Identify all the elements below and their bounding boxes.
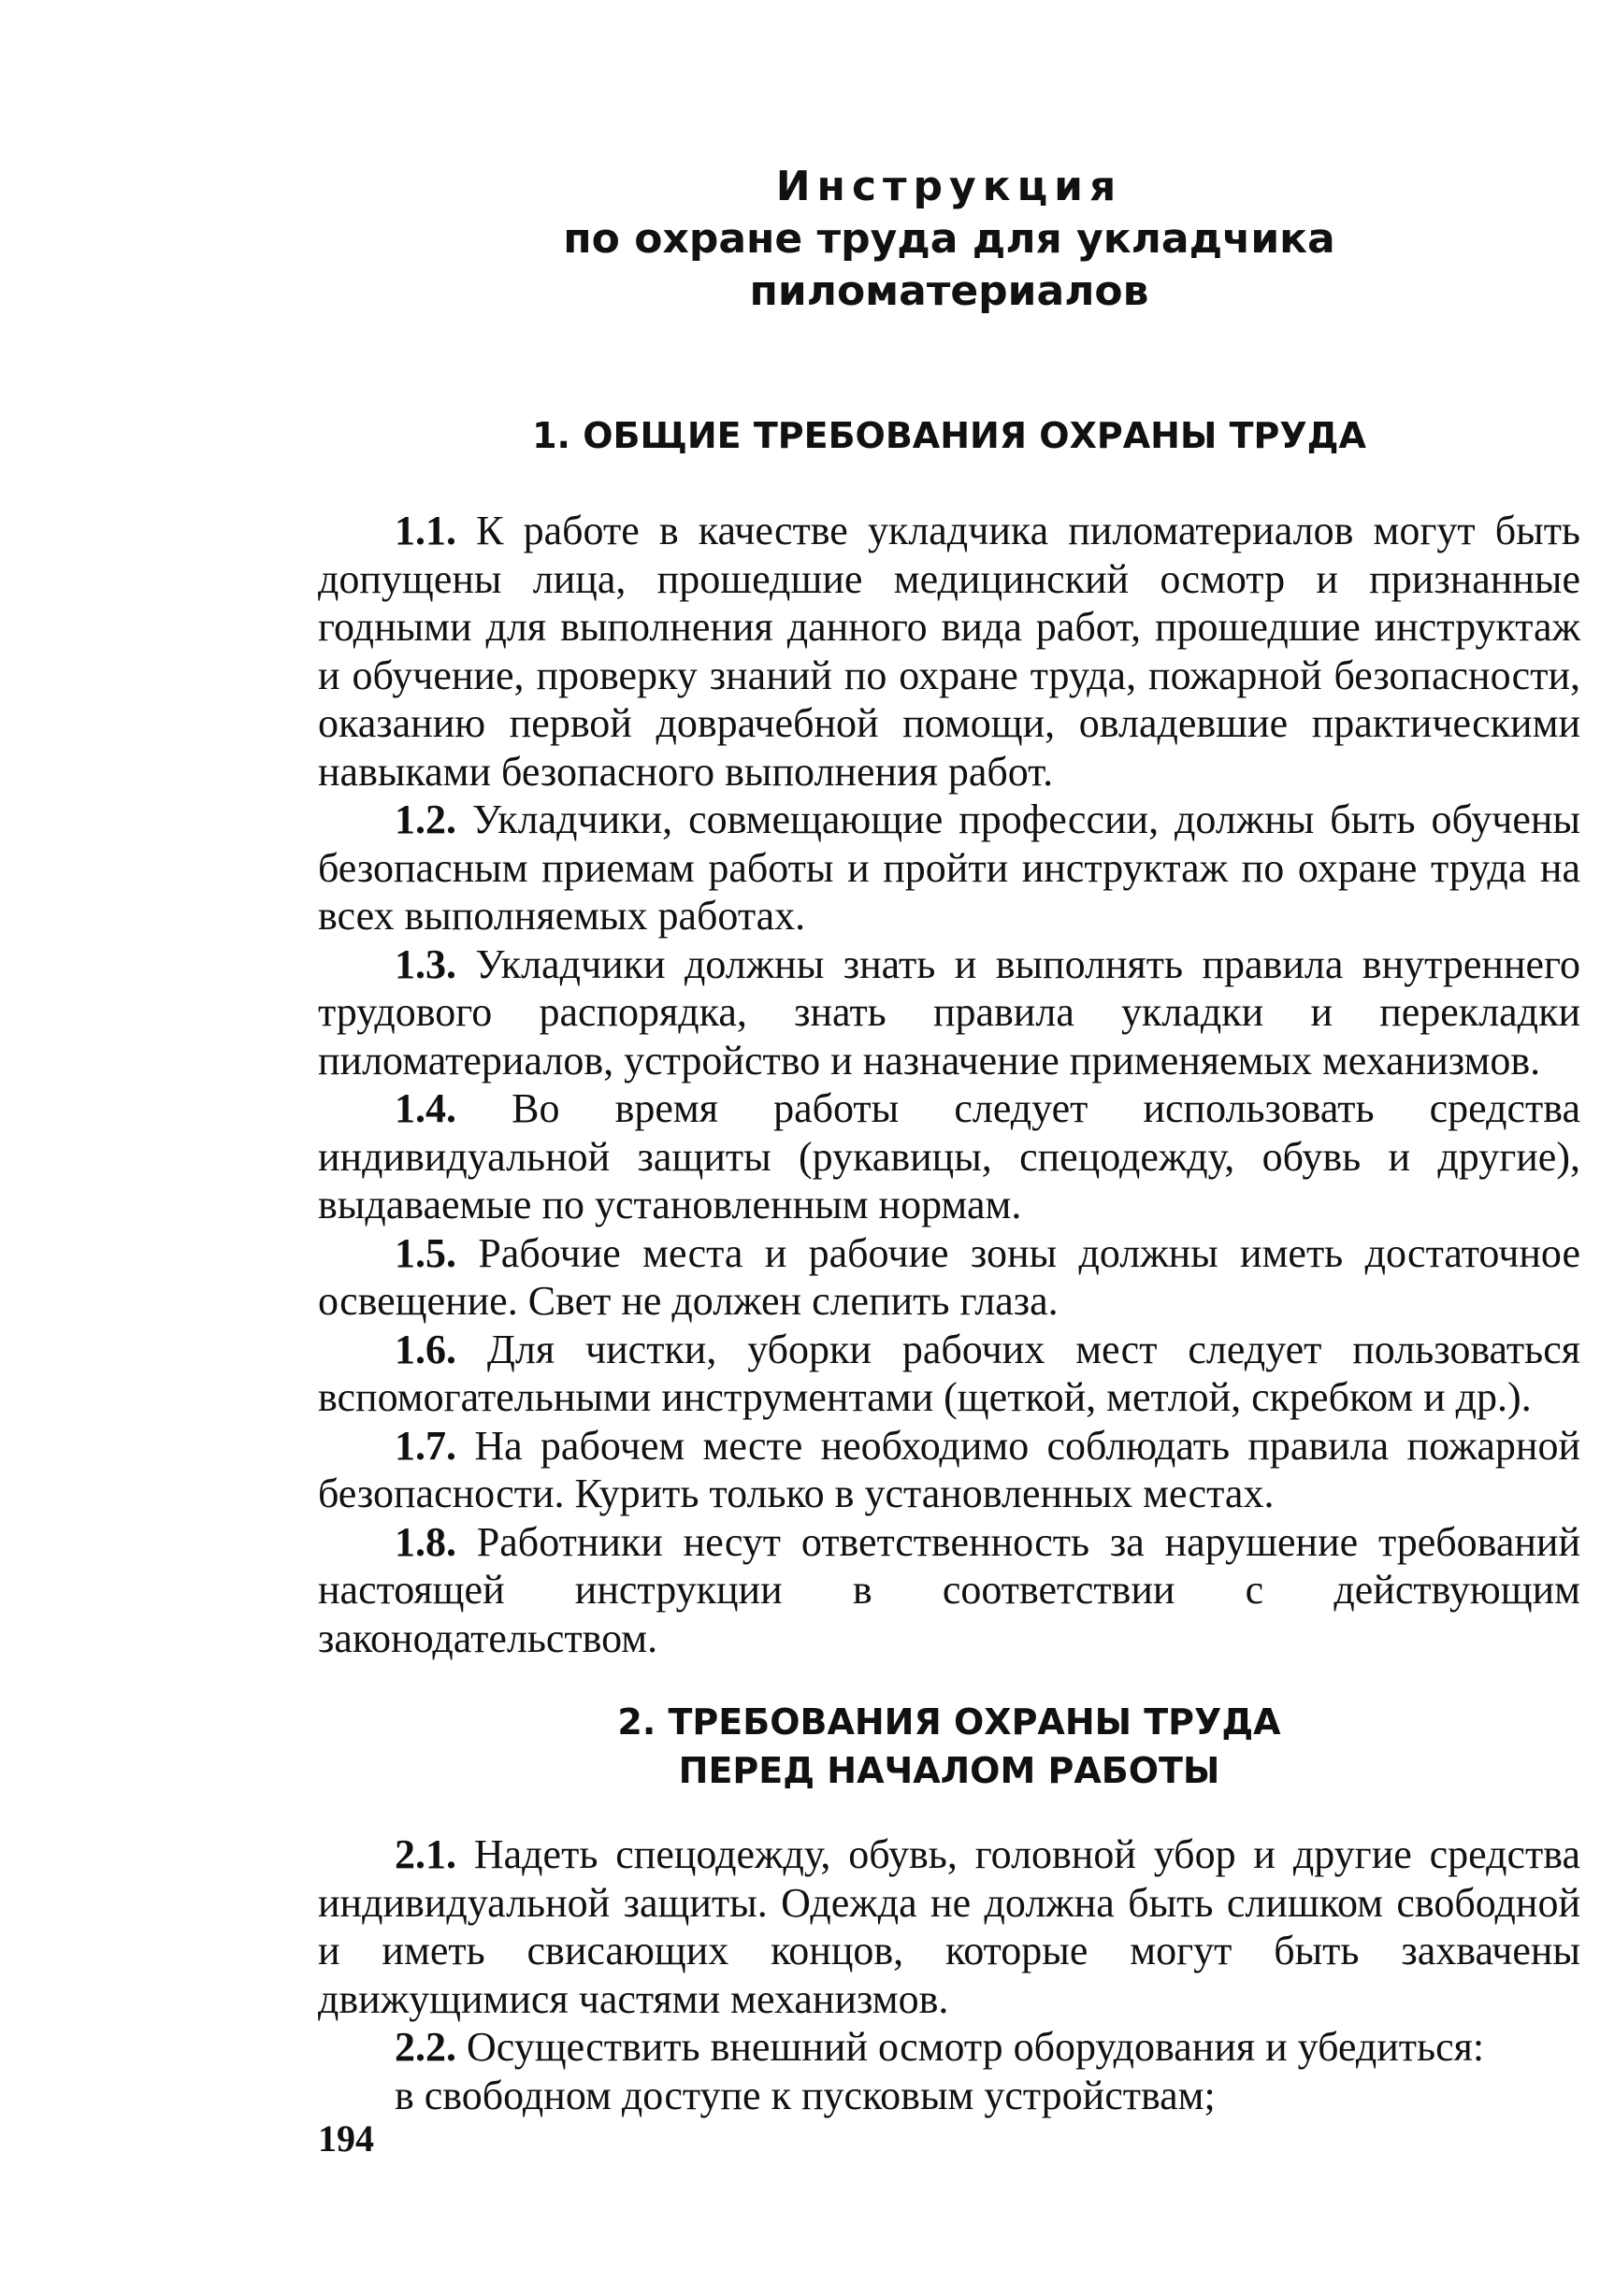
section-1-heading-line-1: 1. ОБЩИЕ ТРЕБОВАНИЯ ОХРАНЫ ТРУДА xyxy=(532,415,1366,456)
paragraph-1-8 xyxy=(318,1518,1580,1663)
section-2-heading xyxy=(318,1698,1580,1795)
paragraph-number: 1.2. xyxy=(395,796,456,842)
paragraph-number: 1.1. xyxy=(395,508,456,553)
section-2-body xyxy=(318,1830,1580,2119)
title-line-1: Инструкция xyxy=(775,163,1123,210)
list-item-free-access: в свободном доступе к пусковым устройствам; xyxy=(395,2072,1216,2118)
paragraph-1-6 xyxy=(318,1326,1580,1422)
paragraph-text: Во время работы следует использовать средства индивидуальной защиты (рукавицы, спецодежду, обувь и другие), выдаваемые по установленным нормам. xyxy=(318,1085,1580,1227)
paragraph-number: 1.7. xyxy=(395,1422,456,1469)
paragraph-text: Укладчики, совмещающие профессии, должны быть обучены безопасным приемам работы и пройти инструктаж по охране труда на всех выполняемых работах. xyxy=(318,796,1580,939)
paragraph-1-1 xyxy=(318,507,1580,796)
title-line-3: пиломатериалов xyxy=(749,267,1149,315)
section-2-heading-line-2: ПЕРЕД НАЧАЛОМ РАБОТЫ xyxy=(678,1750,1220,1791)
paragraph-1-5 xyxy=(318,1229,1580,1326)
document-page xyxy=(318,0,1580,2296)
paragraph-1-2 xyxy=(318,796,1580,940)
paragraph-number: 1.6. xyxy=(395,1326,456,1372)
paragraph-text: К работе в качестве укладчика пиломатериалов могут быть допущены лица, прошедшие медицинский осмотр и признанные годными для выполнения данного вида работ, прошедшие инструктаж и обучение, проверку знаний по охране труда, пожарной безопасности, оказанию первой доврачебной помощи, овладевшие практическими навыками безопасного выполнения работ. xyxy=(318,508,1580,795)
paragraph-number: 1.8. xyxy=(395,1518,456,1565)
section-2-heading-line-1: 2. ТРЕБОВАНИЯ ОХРАНЫ ТРУДА xyxy=(617,1701,1281,1743)
paragraph-text: Работники несут ответственность за нарушение требований настоящей инструкции в соответствии с действующим законодательством. xyxy=(318,1518,1580,1661)
paragraph-1-3 xyxy=(318,940,1580,1085)
paragraph-text: Для чистки, уборки рабочих мест следует пользоваться вспомогательными инструментами (щеткой, метлой, скребком и др.). xyxy=(318,1326,1580,1420)
paragraph-number: 2.1. xyxy=(395,1831,456,1877)
page-number: 194 xyxy=(318,2117,374,2160)
paragraph-1-7 xyxy=(318,1422,1580,1518)
paragraph-text: Рабочие места и рабочие зоны должны иметь достаточное освещение. Свет не должен слепить глаза. xyxy=(318,1229,1580,1324)
paragraph-number: 2.2. xyxy=(395,2024,456,2070)
paragraph-2-2 xyxy=(318,2023,1580,2072)
paragraph-number: 1.5. xyxy=(395,1229,456,1276)
paragraph-number: 1.4. xyxy=(395,1085,456,1131)
paragraph-2-1 xyxy=(318,1830,1580,2023)
paragraph-1-4 xyxy=(318,1084,1580,1229)
paragraph-text: Надеть спецодежду, обувь, головной убор и другие средства индивидуальной защиты. Одежда не должна быть слишком свободной и иметь свисающих концов, которые могут быть захвачены движущимися частями механизмов. xyxy=(318,1831,1580,2022)
document-title xyxy=(318,161,1580,318)
section-1-heading xyxy=(318,411,1580,460)
paragraph-text: Осуществить внешний осмотр оборудования и убедиться: xyxy=(456,2024,1485,2070)
paragraph-number: 1.3. xyxy=(395,940,456,987)
paragraph-text: Укладчики должны знать и выполнять правила внутреннего трудового распорядка, знать правила укладки и перекладки пиломатериалов, устройство и назначение применяемых механизмов. xyxy=(318,940,1580,1083)
section-1-body xyxy=(318,507,1580,1662)
paragraph-text: На рабочем месте необходимо соблюдать правила пожарной безопасности. Курить только в установленных местах. xyxy=(318,1422,1580,1516)
title-line-2: по охране труда для укладчика xyxy=(563,215,1335,263)
